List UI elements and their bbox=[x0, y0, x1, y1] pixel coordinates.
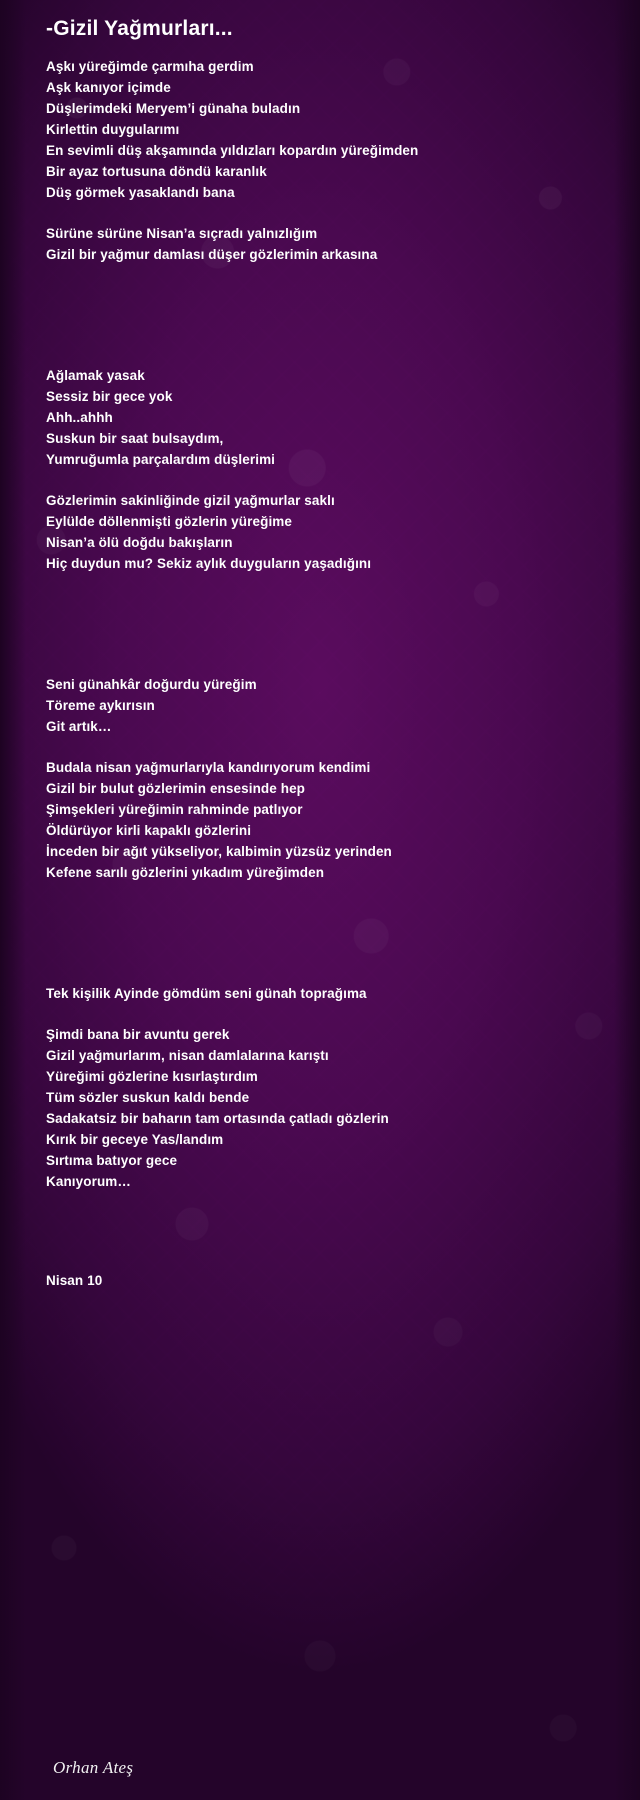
poem-stanza bbox=[46, 1024, 600, 1192]
poem-line: Şimşekleri yüreğimin rahminde patlıyor bbox=[46, 802, 303, 818]
poem-line: Kirlettin duygularımı bbox=[46, 122, 180, 138]
author-signature: Orhan Ateş bbox=[53, 1758, 134, 1777]
poem-line: Gizil yağmurlarım, nisan damlalarına karıştı bbox=[46, 1048, 329, 1064]
poem-stanza bbox=[46, 757, 600, 883]
poem-date: Nisan 10 bbox=[46, 1273, 103, 1289]
poem-line: Düş görmek yasaklandı bana bbox=[46, 185, 235, 201]
poem-date-stanza bbox=[46, 1270, 600, 1291]
poem-stanza bbox=[46, 490, 600, 574]
poem-line: Aşk kanıyor içimde bbox=[46, 80, 171, 96]
poem-line: Hiç duydun mu? Sekiz aylık duyguların yaşadığını bbox=[46, 556, 372, 572]
page-title: -Gizil Yağmurları... bbox=[46, 17, 233, 40]
poem-line: Suskun bir saat bulsaydım, bbox=[46, 431, 224, 447]
poem-line: Sürüne sürüne Nisan’a sıçradı yalnızlığım bbox=[46, 226, 318, 242]
poem-stanza bbox=[46, 674, 600, 737]
poem-line: Yumruğumla parçalardım düşlerimi bbox=[46, 452, 276, 468]
poem-line: Budala nisan yağmurlarıyla kandırıyorum kendimi bbox=[46, 760, 371, 776]
poem-line: Seni günahkâr doğurdu yüreğim bbox=[46, 677, 257, 693]
poem-line: Aşkı yüreğimde çarmıha gerdim bbox=[46, 59, 254, 75]
poem-line: Töreme aykırısın bbox=[46, 698, 155, 714]
poem-line: Sırtıma batıyor gece bbox=[46, 1153, 178, 1169]
poem-line: Gizil bir bulut gözlerimin ensesinde hep bbox=[46, 781, 306, 797]
poem-line: Bir ayaz tortusuna döndü karanlık bbox=[46, 164, 267, 180]
poem-line: Sadakatsiz bir baharın tam ortasında çatladı gözlerin bbox=[46, 1111, 389, 1127]
poem-line: Nisan’a ölü doğdu bakışların bbox=[46, 535, 233, 551]
poem-line: Öldürüyor kirli kapaklı gözlerini bbox=[46, 823, 252, 839]
poem-line: Kefene sarılı gözlerini yıkadım yüreğimden bbox=[46, 865, 325, 881]
poem-stanza bbox=[46, 983, 600, 1004]
poem-line: İnceden bir ağıt yükseliyor, kalbimin yüzsüz yerinden bbox=[46, 844, 392, 860]
poem-line: Git artık… bbox=[46, 719, 112, 735]
poem-line: Sessiz bir gece yok bbox=[46, 389, 173, 405]
poem-stanza bbox=[46, 56, 600, 203]
poem-line: Ahh..ahhh bbox=[46, 410, 113, 426]
poem-line: Ağlamak yasak bbox=[46, 368, 145, 384]
poem-line: Yüreğimi gözlerine kısırlaştırdım bbox=[46, 1069, 258, 1085]
stanza-spacer bbox=[46, 1212, 600, 1270]
poem-line: En sevimli düş akşamında yıldızları kopardın yüreğimden bbox=[46, 143, 419, 159]
poem-line: Düşlerimdeki Meryem’i günaha buladın bbox=[46, 101, 301, 117]
poem-line: Kanıyorum… bbox=[46, 1174, 132, 1190]
poem-line: Gözlerimin sakinliğinde gizil yağmurlar saklı bbox=[46, 493, 335, 509]
poem-stanza bbox=[46, 365, 600, 470]
poem-line: Tek kişilik Ayinde gömdüm seni günah toprağıma bbox=[46, 986, 367, 1002]
poem-line: Kırık bir geceye Yas/landım bbox=[46, 1132, 224, 1148]
poem-line: Şimdi bana bir avuntu gerek bbox=[46, 1027, 230, 1043]
poem-line: Tüm sözler suskun kaldı bende bbox=[46, 1090, 250, 1106]
poem-line: Gizil bir yağmur damlası düşer gözlerimin arkasına bbox=[46, 247, 378, 263]
poem-line: Eylülde döllenmişti gözlerin yüreğime bbox=[46, 514, 293, 530]
poem-stanza bbox=[46, 223, 600, 265]
